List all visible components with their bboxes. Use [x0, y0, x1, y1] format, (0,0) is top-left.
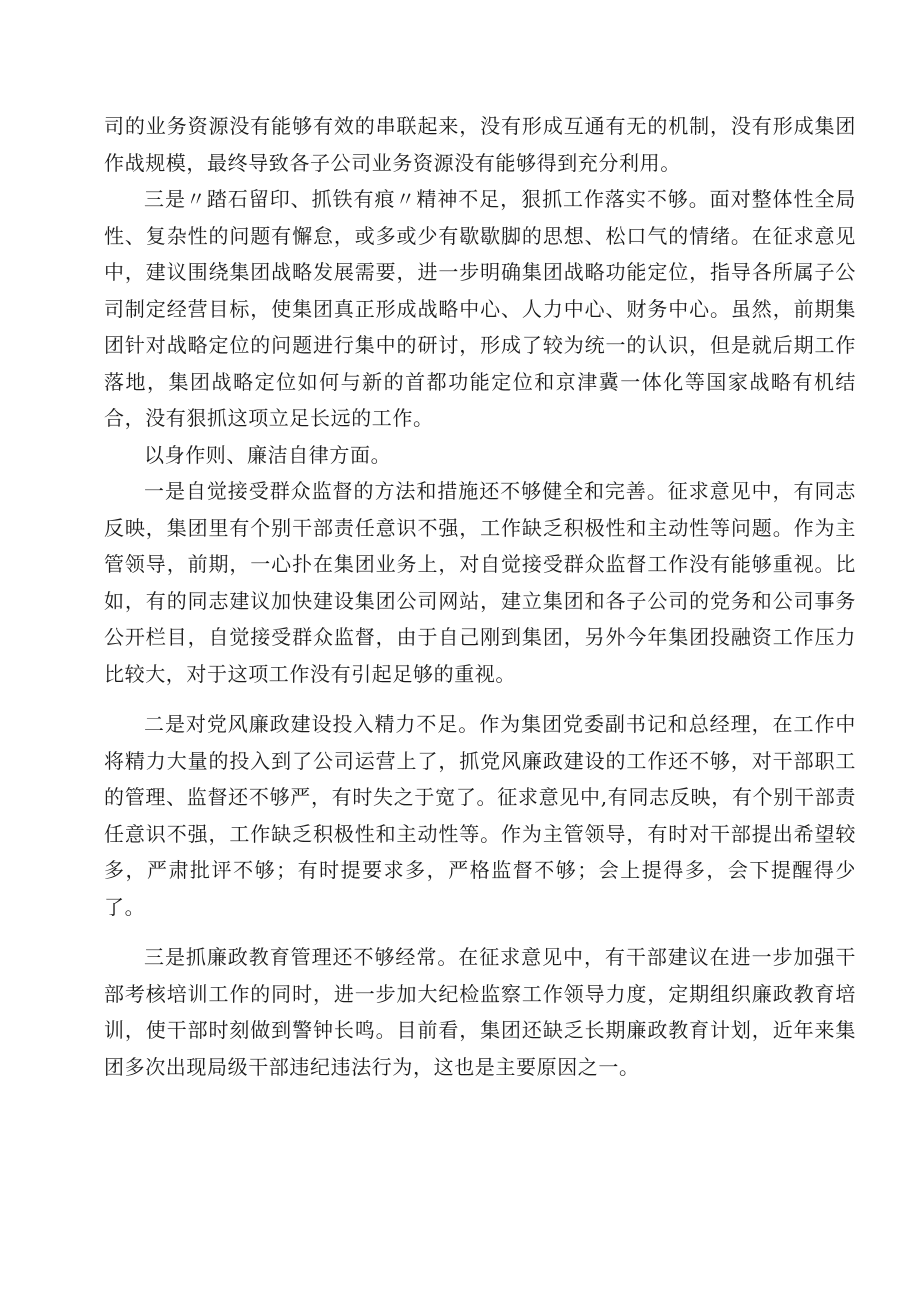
paragraph-point-three-education: 三是抓廉政教育管理还不够经常。在征求意见中，有干部建议在进一步加强干部考核培训工作的同时，进一步加大纪检监察工作领导力度，定期组织廉政教育培训，使干部时刻做到警钟长鸣。目前看，集团还缺乏长期廉政教育计划，近年来集团多次出现局级干部违纪违法行为，这也是主要原因之一。 — [104, 945, 856, 1079]
document-body — [104, 108, 856, 1085]
paragraph-point-one-supervision: 一是自觉接受群众监督的方法和措施还不够健全和完善。征求意见中，有同志反映，集团里有个别干部责任意识不强，工作缺乏积极性和主动性等问题。作为主管领导，前期，一心扑在集团业务上，对自觉接受群众监督工作没有能够重视。比如，有的同志建议加快建设集团公司网站，建立集团和各子公司的党务和公司事务公开栏目，自觉接受群众监督，由于自己刚到集团，另外今年集团投融资工作压力比较大，对于这项工作没有引起足够的重视。 — [104, 479, 856, 686]
section-heading-self-discipline: 以身作则、廉洁自律方面。 — [144, 442, 392, 467]
paragraph-point-two-integrity: 二是对党风廉政建设投入精力不足。作为集团党委副书记和总经理，在工作中将精力大量的投入到了公司运营上了，抓党风廉政建设的工作还不够，对干部职工的管理、监督还不够严，有时失之于宽了。征求意见中,有同志反映，有个别干部责任意识不强，工作缺乏积极性和主动性等。作为主管领导，有时对干部提出希望较多，严肃批评不够；有时提要求多，严格监督不够；会上提得多，会下提醒得少了。 — [104, 712, 856, 919]
paragraph-continuation: 司的业务资源没有能够有效的串联起来，没有形成互通有无的机制，没有形成集团作战规模，最终导致各子公司业务资源没有能够得到充分利用。 — [104, 114, 856, 175]
paragraph-point-three-strategy: 三是〃踏石留印、抓铁有痕〃精神不足，狠抓工作落实不够。面对整体性全局性、复杂性的问题有懈怠，或多或少有歇歇脚的思想、松口气的情绪。在征求意见中，建议围绕集团战略发展需要，进一步明确集团战略功能定位，指导各所属子公司制定经营目标，使集团真正形成战略中心、人力中心、财务中心。虽然，前期集团针对战略定位的问题进行集中的研讨，形成了较为统一的认识，但是就后期工作落地，集团战略定位如何与新的首都功能定位和京津冀一体化等国家战略有机结合，没有狠抓这项立足长远的工作。 — [104, 187, 856, 430]
